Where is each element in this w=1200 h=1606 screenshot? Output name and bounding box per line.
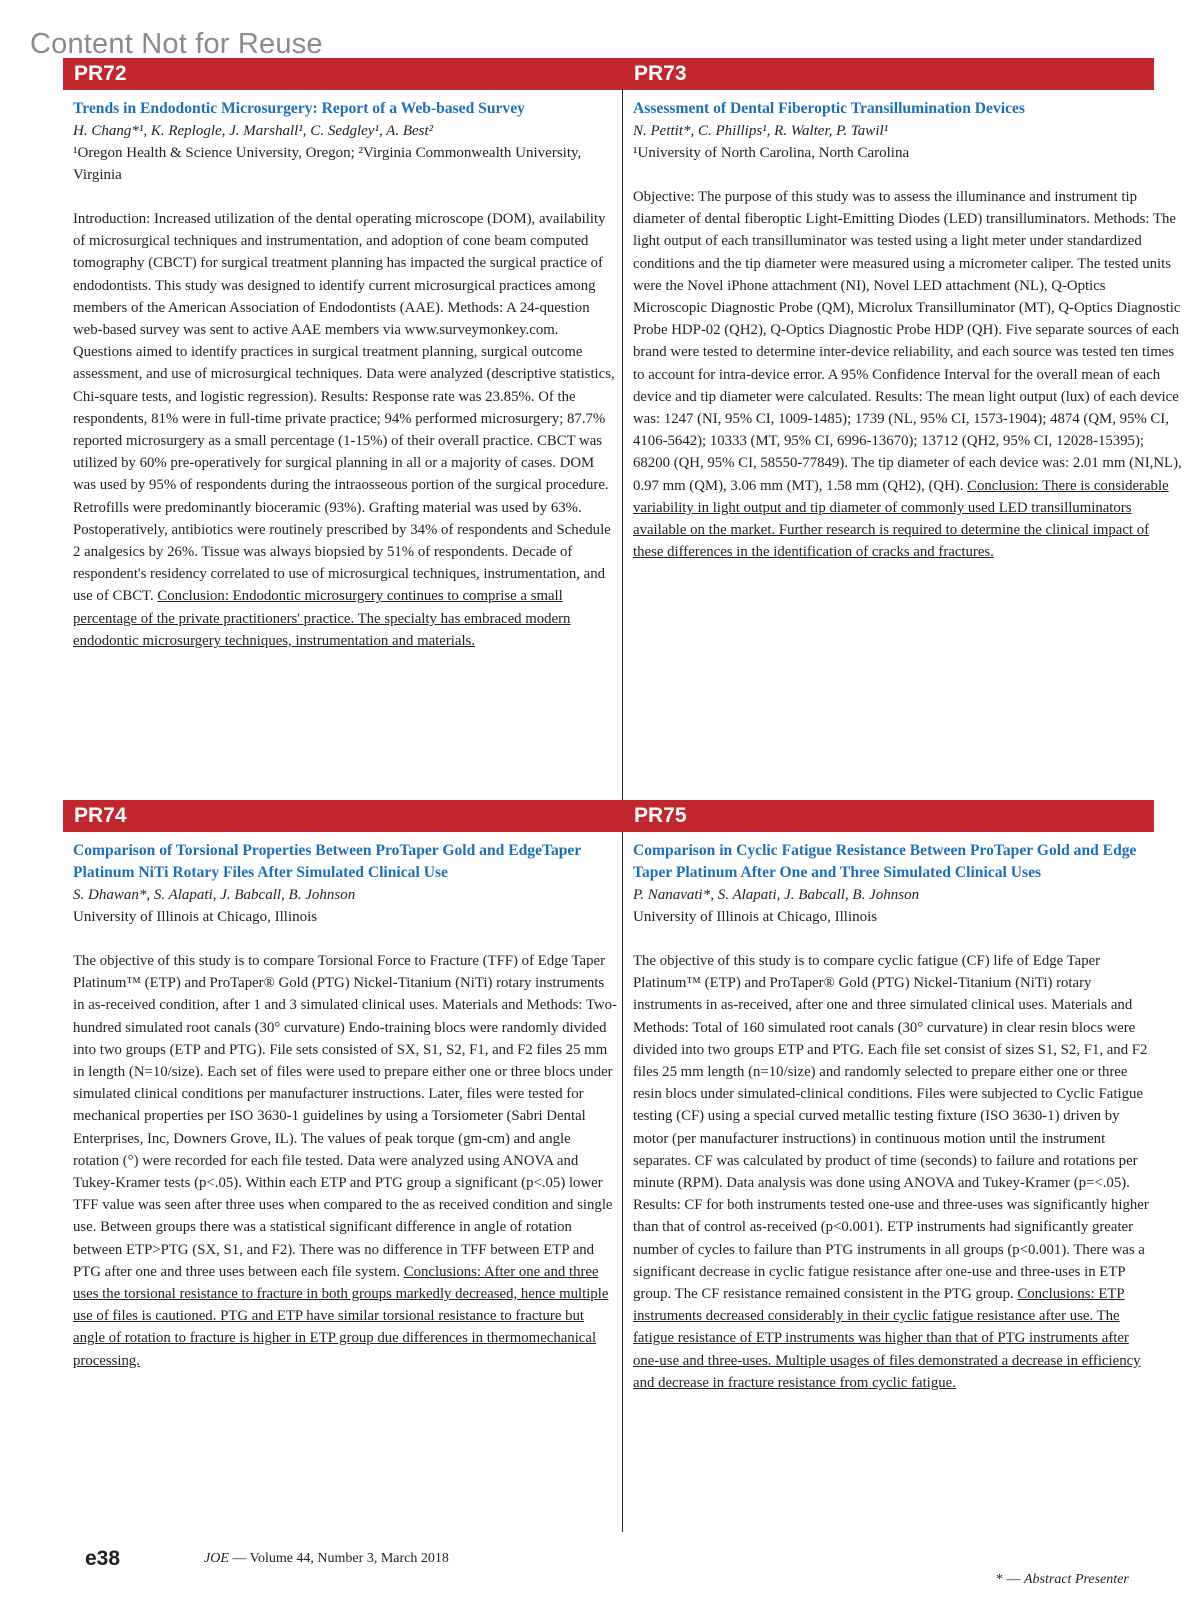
abstract-authors: S. Dhawan*, S. Alapati, J. Babcall, B. Johnson xyxy=(73,887,356,903)
abstract-authors: P. Nanavati*, S. Alapati, J. Babcall, B. Johnson xyxy=(633,887,920,903)
abstract-text: Objective: The purpose of this study was to assess the illuminance and instrument tip diameter of dental fiberoptic Light-Emitting Diodes (LED) transilluminators. Methods: The light output of each transilluminator was tested using a light meter under standardized conditions and the tip diameter were measured using a micrometer caliper. The tested units were the Novel iPhone attachment (NI), Novel LED attachment (NL), Q-Optics Microscopic Diagnostic Probe (QM), Microlux Transilluminator (MT), Q-Optics Diagnostic Probe HDP-02 (QH2), Q-Optics Diagnostic Probe HDP (QH). Five separate sources of each brand were tested to determine inter-device reliability, and each source was tested ten times to account for intra-device error. A 95% Confidence Interval for the overall mean of each device and tip diameter were calculated. Results: The mean light output (lux) of each device was: 1247 (NI, 95% CI, 1009-1485); 1739 (NL, 95% CI, 1573-1904); 4874 (QM, 95% CI, 4106-5642); 10333 (MT, 95% CI, 6996-13670); 13712 (QH2, 95% CI, 12028-15395); 68200 (QH, 95% CI, 58550-77849). The tip diameter of each device was: 2.01 mm (NI,NL), 0.97 mm (QM), 3.06 mm (MT), 1.58 mm (QH2), (QH). xyxy=(633,189,1182,494)
abstract-pr75 xyxy=(633,840,1153,1394)
column-divider xyxy=(622,832,623,1532)
abstract-conclusion: Conclusion: Endodontic microsurgery continues to comprise a small percentage of the private practitioners' practice. The specialty has embraced modern endodontic microsurgery techniques, instrumentation and materials. xyxy=(73,588,571,649)
page-number: e38 xyxy=(85,1547,121,1570)
abstract-body xyxy=(633,186,1183,563)
abstract-code: PR72 xyxy=(74,62,127,85)
abstract-title: Assessment of Dental Fiberoptic Transillumination Devices xyxy=(633,100,1025,117)
abstract-body xyxy=(73,950,619,1372)
abstract-title: Comparison of Torsional Properties Between ProTaper Gold and EdgeTaper Platinum NiTi Rotary Files After Simulated Clinical Use xyxy=(73,842,581,881)
abstract-pr74 xyxy=(73,840,619,1372)
abstract-affiliation: ¹University of North Carolina, North Carolina xyxy=(633,145,910,161)
abstract-affiliation: University of Illinois at Chicago, Illinois xyxy=(633,909,878,925)
abstract-authors: N. Pettit*, C. Phillips¹, R. Walter, P. Tawil¹ xyxy=(633,123,889,139)
abstract-code: PR75 xyxy=(634,804,687,827)
presenter-footnote xyxy=(996,1572,1129,1588)
abstract-authors: H. Chang*¹, K. Replogle, J. Marshall¹, C. Sedgley¹, A. Best² xyxy=(73,123,434,139)
abstract-title: Comparison in Cyclic Fatigue Resistance Between ProTaper Gold and Edge Taper Platinum After One and Three Simulated Clinical Uses xyxy=(633,842,1137,881)
column-divider xyxy=(622,90,623,800)
abstract-conclusion: Conclusions: ETP instruments decreased considerably in their cyclic fatigue resistance after use. The fatigue resistance of ETP instruments was higher than that of PTG instruments after one-use and three-uses. Multiple usages of files demonstrated a decrease in efficiency and decrease in fracture resistance from cyclic fatigue. xyxy=(633,1286,1141,1391)
abstract-text: The objective of this study is to compare cyclic fatigue (CF) life of Edge Taper Platinum™ (ETP) and ProTaper® Gold (PTG) Nickel-Titanium (NiTi) rotary instruments in as-received, after one and three simulated clinical uses. Materials and Methods: Total of 160 simulated root canals (30° curvature) in clear resin blocs were divided into two groups ETP and PTG. Each file set consist of sizes S1, S2, F1, and F2 files 25 mm length (n=10/size) and randomly selected to prepare either one or three resin blocs under simulated-clinical conditions. Files were subjected to Cyclic Fatigue testing (CF) using a special curved metallic testing fixture (ISO 3630-1) driven by motor (per manufacturer instructions) in continuous motion until the instrument separates. CF was calculated by product of time (seconds) to failure and rotations per minute (RPM). Data analysis was done using ANOVA and Tukey-Kramer (p=<.05). Results: CF for both instruments tested one-use and three-uses was significantly higher than that of control as-received (p<0.001). ETP instruments had significantly greater number of cycles to failure than PTG instruments in all groups (p<0.001). There was a significant decrease in cyclic fatigue resistance after one-use and three-uses in ETP group. The CF resistance remained consistent in the PTG group. xyxy=(633,953,1149,1303)
abstract-code: PR74 xyxy=(74,804,127,827)
abstract-title: Trends in Endodontic Microsurgery: Report of a Web-based Survey xyxy=(73,100,525,117)
section-banner-top xyxy=(63,58,1154,90)
footnote-marker: * — xyxy=(996,1572,1024,1587)
abstract-pr72 xyxy=(73,98,619,652)
abstract-affiliation: University of Illinois at Chicago, Illinois xyxy=(73,909,318,925)
abstract-text: Introduction: Increased utilization of the dental operating microscope (DOM), availability of microsurgical techniques and instrumentation, and adoption of cone beam computed tomography (CBCT) for surgical treatment planning has impacted the surgical practice of endodontists. This study was designed to identify current microsurgical practices among members of the American Association of Endodontists (AAE). Methods: A 24-question web-based survey was sent to active AAE members via www.surveymonkey.com. Questions aimed to identify practices in surgical treatment planning, surgical outcome assessment, and use of microsurgical techniques. Data were analyzed (descriptive statistics, Chi-square tests, and logistic regression). Results: Response rate was 23.85%. Of the respondents, 81% were in full-time private practice; 94% performed microsurgery; 87.7% reported microsurgery as a small percentage (1-15%) of their overall practice. CBCT was utilized by 60% pre-operatively for surgical planning in all or a majority of cases. DOM was used by 95% of respondents during the intraosseous portion of the surgical procedure. Retrofills were predominantly bioceramic (93%). Grafting material was used by 63%. Postoperatively, antibiotics were routinely prescribed by 34% of respondents and Schedule 2 analgesics by 26%. Tissue was always biopsied by 51% of respondents. Decade of respondent's residency correlated to use of microsurgical techniques, instrumentation, and use of CBCT. xyxy=(73,211,615,605)
journal-name: JOE xyxy=(204,1551,229,1566)
abstract-affiliation: ¹Oregon Health & Science University, Oregon; ²Virginia Commonwealth University, Virginia xyxy=(73,145,582,183)
abstract-text: The objective of this study is to compare Torsional Force to Fracture (TFF) of Edge Taper Platinum™ (ETP) and ProTaper® Gold (PTG) Nickel-Titanium (NiTi) rotary instruments in as-received condition, after 1 and 3 simulated clinical uses. Materials and Methods: Two-hundred simulated root canals (30° curvature) Endo-training blocs were randomly divided into two groups (ETP and PTG). File sets consisted of SX, S1, S2, F1, and F2 files 25 mm in length (N=10/size). Each set of files were used to prepare either one or three blocs under simulated clinical conditions per manufacturer instructions. Later, files were tested for mechanical properties per ISO 3630-1 guidelines by using a Torsiometer (Sabri Dental Enterprises, Inc, Downers Grove, IL). The values of peak torque (gm-cm) and angle rotation (°) were recorded for each file tested. Data were analyzed using ANOVA and Tukey-Kramer tests (p<.05). Within each ETP and PTG group a significant (p<.05) lower TFF value was seen after three uses when compared to the as received condition and single use. Between groups there was a statistical significant difference in angle of rotation between ETP>PTG (SX, S1, and F2). There was no difference in TFF between ETP and PTG after one and three uses between each file system. xyxy=(73,953,617,1280)
abstract-code: PR73 xyxy=(634,62,687,85)
abstract-body xyxy=(73,208,619,652)
abstract-pr73 xyxy=(633,98,1183,563)
watermark-text: Content Not for Reuse xyxy=(30,28,323,60)
abstract-conclusion: Conclusions: After one and three uses the torsional resistance to fracture in both groups markedly decreased, hence multiple use of files is cautioned. PTG and ETP have similar torsional resistance to fracture but angle of rotation to fracture is higher in ETP group due differences in thermomechanical processing. xyxy=(73,1263,609,1369)
journal-citation xyxy=(204,1551,449,1567)
journal-issue: — Volume 44, Number 3, March 2018 xyxy=(228,1551,449,1566)
section-banner-bottom xyxy=(63,800,1154,832)
footnote-text: Abstract Presenter xyxy=(1024,1572,1129,1587)
abstract-body xyxy=(633,950,1153,1394)
abstract-conclusion: Conclusion: There is considerable variability in light output and tip diameter of commonly used LED transilluminators available on the market. Further research is required to determine the clinical impact of these differences in the identification of cracks and fractures. xyxy=(633,477,1169,561)
